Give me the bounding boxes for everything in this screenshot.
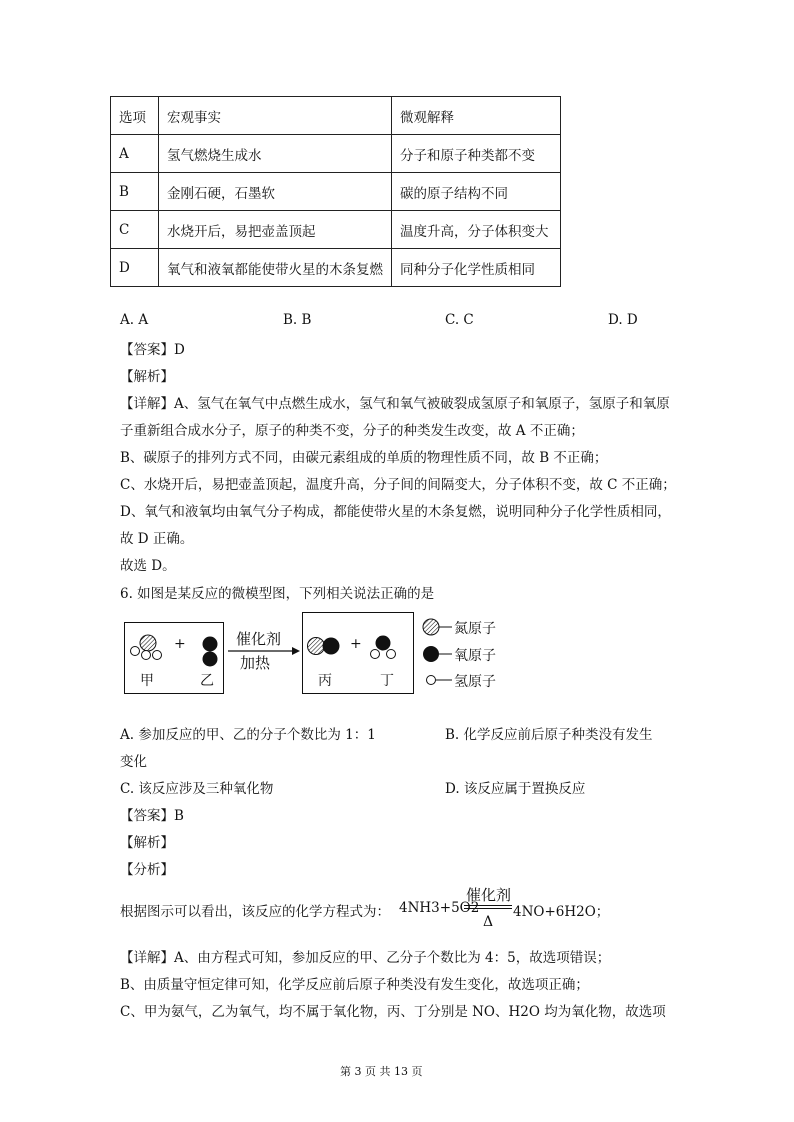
- q6-option-b-continued: 变化: [120, 754, 147, 770]
- label-yi: 乙: [200, 673, 214, 689]
- equation-condition-heat: Δ: [483, 914, 494, 930]
- table-cell: 氧气和液氧都能使带火星的木条复燃: [159, 249, 392, 287]
- table-cell: C: [111, 211, 159, 249]
- legend-oxygen: 氧原子: [454, 648, 496, 664]
- q6-option-b: B. 化学反应前后原子种类没有发生: [445, 727, 653, 743]
- equation-bar: [464, 908, 512, 909]
- q5-analysis-heading: 【解析】: [120, 369, 174, 385]
- table-cell: 同种分子化学性质相同: [392, 249, 561, 287]
- q6-detail-line: B、由质量守恒定律可知，化学反应前后原子种类没有发生变化，故选项正确；: [120, 977, 589, 993]
- catalyst-label: 催化剂: [236, 630, 282, 648]
- heat-label: 加热: [240, 654, 271, 672]
- page-footer: 第 3 页 共 13 页: [340, 1065, 423, 1078]
- q5-detail-line: D、氧气和液氧均由氧气分子构成，都能使带火星的木条复燃，说明同种分子化学性质相同，: [120, 504, 671, 520]
- table-cell: 金刚石硬，石墨软: [159, 173, 392, 211]
- q5-option-c: C. C: [445, 312, 474, 328]
- label-jia: 甲: [140, 673, 154, 689]
- oxygen-molecule: [203, 637, 218, 667]
- q5-detail-line: 子重新组合成水分子，原子的种类不变，分子的种类发生改变，故 A 不正确；: [120, 423, 584, 439]
- legend-nitrogen: 氮原子: [454, 621, 496, 637]
- q6-stem: 6. 如图是某反应的微模型图，下列相关说法正确的是: [120, 586, 435, 602]
- plus-sign: +: [350, 636, 362, 652]
- q5-answer: 【答案】D: [120, 342, 185, 358]
- table-header-cell: 微观解释: [392, 97, 561, 135]
- equation-condition-catalyst: 催化剂: [466, 886, 512, 904]
- table-cell: 碳的原子结构不同: [392, 173, 561, 211]
- table-header-cell: 宏观事实: [159, 97, 392, 135]
- equation-bar: [464, 905, 512, 906]
- table-header-cell: 选项: [111, 97, 159, 135]
- water-molecule: [371, 636, 396, 659]
- q5-detail-line: 【详解】A、氢气在氧气中点燃生成水，氢气和氧气被破裂成氢原子和氧原子，氢原子和氧原: [120, 396, 670, 412]
- label-ding: 丁: [380, 673, 394, 689]
- q6-option-c: C. 该反应涉及三种氧化物: [120, 781, 274, 797]
- q6-analysis-heading: 【解析】: [120, 835, 174, 851]
- table-cell: 水烧开后，易把壶盖顶起: [159, 211, 392, 249]
- q6-option-a: A. 参加反应的甲、乙的分子个数比为 1：1: [120, 727, 376, 743]
- equation-products: 4NO+6H2O；: [513, 904, 610, 920]
- nitric-oxide-molecule: [308, 638, 340, 655]
- table-cell: 温度升高，分子体积变大: [392, 211, 561, 249]
- q6-detail-line: C、甲为氨气，乙为氧气，均不属于氧化物，丙、丁分别是 NO、H2O 均为氧化物，故选项: [120, 1004, 666, 1020]
- q5-detail-line: B、碳原子的排列方式不同，由碳元素组成的单质的物理性质不同，故 B 不正确；: [120, 450, 608, 466]
- q6-option-d: D. 该反应属于置换反应: [445, 781, 586, 797]
- table-cell: D: [111, 249, 159, 287]
- table-cell: A: [111, 135, 159, 173]
- q5-detail-line: 故 D 正确。: [120, 531, 194, 547]
- ammonia-molecule: [131, 635, 162, 660]
- q5-option-b: B. B: [283, 312, 312, 328]
- table-cell: B: [111, 173, 159, 211]
- equation-reactants: 4NH3+5O2: [399, 900, 480, 916]
- q6-detail-line: 【详解】A、由方程式可知，参加反应的甲、乙分子个数比为 4：5，故选项错误；: [120, 950, 611, 966]
- table-cell: 氢气燃烧生成水: [159, 135, 392, 173]
- q6-answer: 【答案】B: [120, 808, 184, 824]
- legend-hydrogen: 氢原子: [454, 674, 496, 690]
- q5-conclusion: 故选 D。: [120, 558, 176, 574]
- legend-symbols: [423, 619, 452, 685]
- q5-option-a: A. A: [120, 312, 149, 328]
- q5-option-d: D. D: [608, 312, 638, 328]
- label-bing: 丙: [318, 673, 332, 689]
- equation-intro: 根据图示可以看出，该反应的化学方程式为：: [120, 904, 390, 920]
- q5-detail-line: C、水烧开后，易把壶盖顶起，温度升高，分子间的间隔变大，分子体积不变，故 C 不正确；: [120, 477, 676, 493]
- plus-sign: +: [174, 636, 186, 652]
- table-cell: 分子和原子种类都不变: [392, 135, 561, 173]
- q6-fenxi-heading: 【分析】: [120, 862, 174, 878]
